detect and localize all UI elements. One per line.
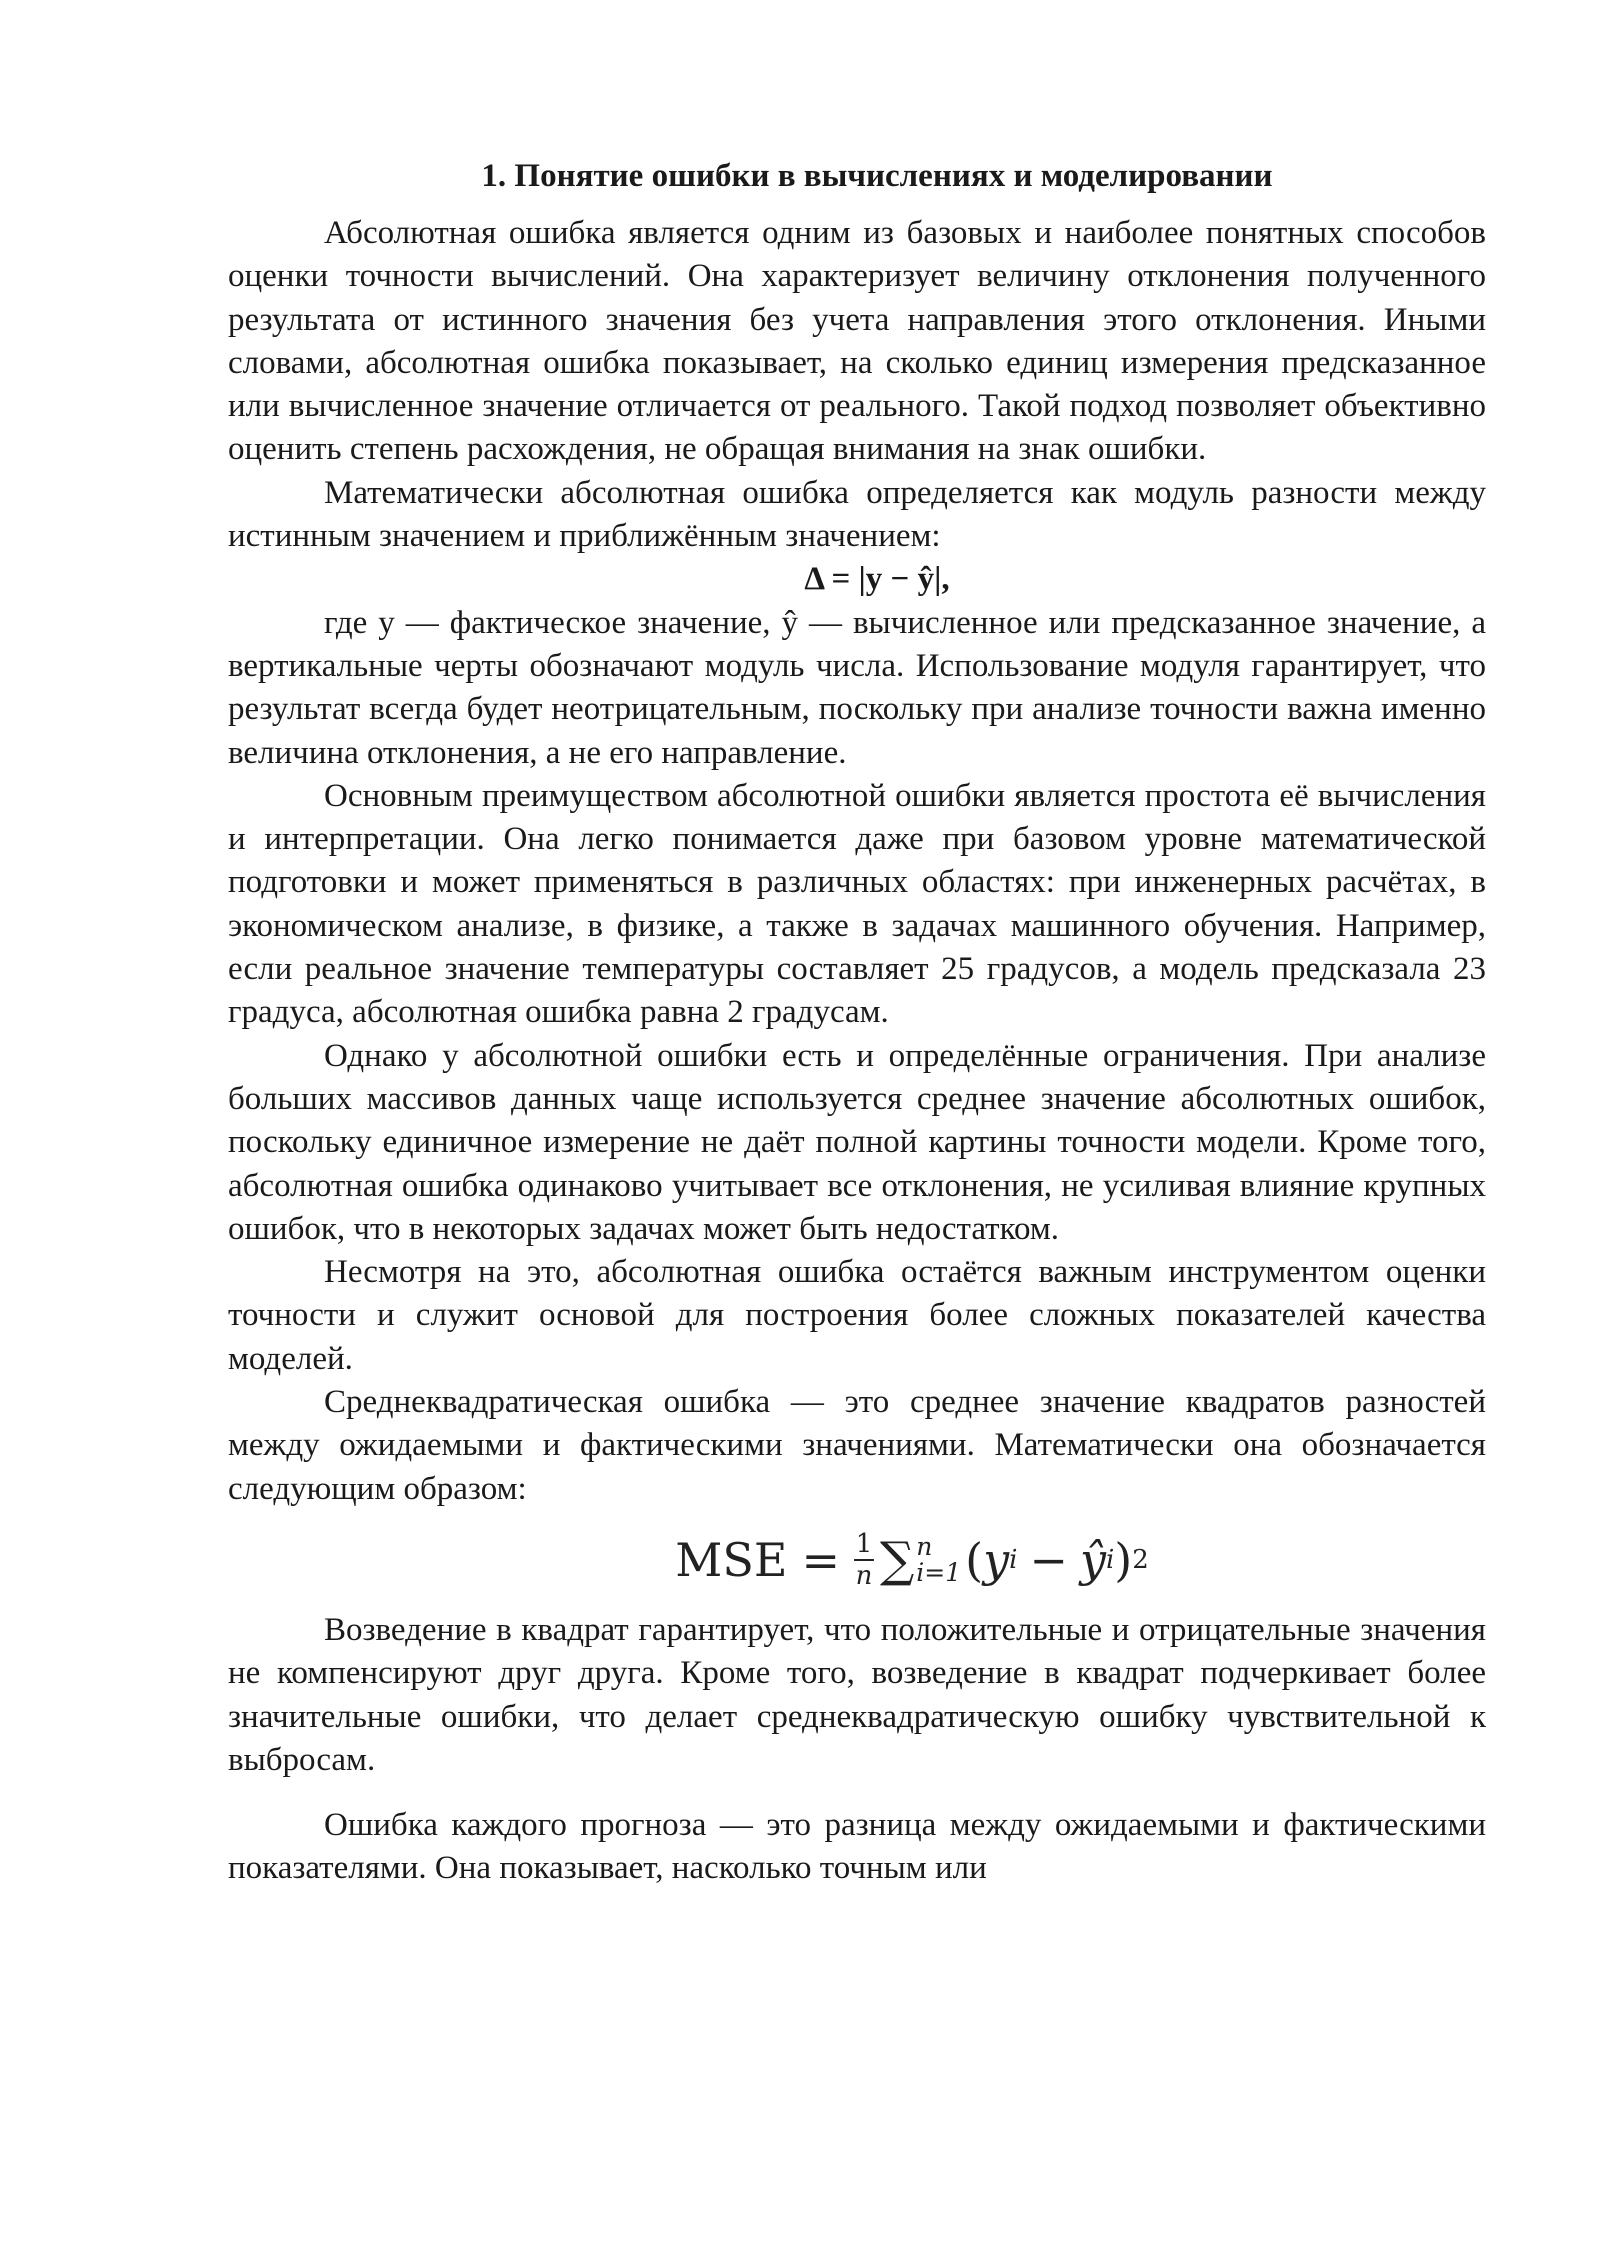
- open-paren: (: [965, 1532, 984, 1587]
- sum-upper-limit: n: [916, 1531, 933, 1561]
- paragraph: Основным преимуществом абсолютной ошибки является простота её вычисления и интерпретации. Она легко понимается даже при базовом уровне математической подготовки и может применяться в различных областях: при инженерных расчётах, в экономическом анализе, в физике, а также в задачах машинного обучения. Например, если реальное значение температуры составляет 25 градусов, а модель предсказала 23 градуса, абсолютная ошибка равна 2 градусам.: [228, 777, 1486, 1031]
- subscript-i: i: [1105, 1544, 1115, 1575]
- paragraph: Однако у абсолютной ошибки есть и определённые ограничения. При анализе больших массивов данных чаще используется среднее значение абсолютных ошибок, поскольку единичное измерение не даёт полной картины точности модели. Кроме того, абсолютная ошибка одинаково учитывает все отклонения, не усиливая влияние крупных ошибок, что в некоторых задачах может быть недостатком.: [228, 1037, 1486, 1247]
- paragraph: Среднеквадратическая ошибка — это среднее значение квадратов разностей между ожидаемыми и фактическими значениями. Математически она обозначается следующим образом:: [228, 1384, 1486, 1507]
- document-body: [228, 150, 1486, 1891]
- paragraph-spacer: [228, 1782, 1486, 1804]
- paragraph: Математически абсолютная ошибка определяется как модуль разности между истинным значением и приближённым значением:: [228, 474, 1486, 555]
- mse-formula: [228, 1511, 1486, 1609]
- paragraph: Возведение в квадрат гарантирует, что положительные и отрицательные значения не компенсируют друг друга. Кроме того, возведение в квадрат подчеркивает более значительные ошибки, что делает среднеквадратическую ошибку чувствительной к выбросам.: [228, 1611, 1486, 1778]
- close-paren: ): [1114, 1532, 1133, 1587]
- minus-sign: −: [1029, 1532, 1068, 1587]
- mse-fraction: [854, 1528, 874, 1591]
- paragraph: Абсолютная ошибка является одним из базовых и наиболее понятных способов оценки точности вычислений. Она характеризует величину отклонения полученного результата от истинного значения без учета направления этого отклонения. Иными словами, абсолютная ошибка показывает, на сколько единиц измерения предсказанное или вычисленное значение отличается от реального. Такой подход позволяет объективно оценить степень расхождения, не обращая внимания на знак ошибки.: [228, 215, 1486, 468]
- sum-limits: [916, 1531, 962, 1587]
- fraction-denominator: n: [855, 1560, 873, 1591]
- absolute-error-formula: Δ = |y − ŷ|,: [804, 561, 950, 598]
- fraction-numerator: 1: [855, 1528, 873, 1559]
- power-exponent: 2: [1132, 1544, 1149, 1575]
- mse-equals: =: [801, 1532, 840, 1587]
- var-yhat: ŷ: [1079, 1532, 1106, 1587]
- sum-symbol: ∑: [879, 1531, 915, 1588]
- paragraph: Несмотря на это, абсолютная ошибка остаётся важным инструментом оценки точности и служит основой для построения более сложных показателей качества моделей.: [228, 1254, 1486, 1377]
- paragraph: где y — фактическое значение, ŷ — вычисленное или предсказанное значение, а вертикальные черты обозначают модуль числа. Использование модуля гарантирует, что результат всегда будет неотрицательным, поскольку при анализе точности важна именно величина отклонения, а не его направление.: [228, 604, 1486, 771]
- sum-lower-limit: i=1: [916, 1557, 962, 1587]
- paragraph: Ошибка каждого прогноза — это разница между ожидаемыми и фактическими показателями. Она показывает, насколько точным или: [228, 1807, 1486, 1887]
- subscript-i: i: [1009, 1544, 1018, 1575]
- section-heading: 1. Понятие ошибки в вычислениях и моделировании: [481, 158, 1273, 194]
- var-y: y: [983, 1532, 1010, 1587]
- mse-lhs: MSE: [675, 1532, 788, 1587]
